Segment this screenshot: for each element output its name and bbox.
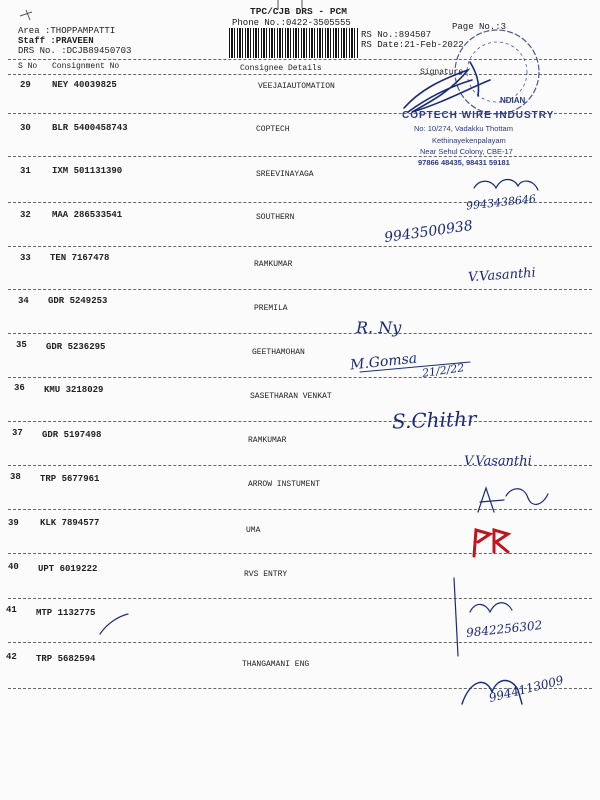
row-consignee: GEETHAMOHAN	[252, 348, 305, 357]
row-sno: 31	[20, 166, 31, 176]
drs-number: DRS No. :DCJB89450703	[18, 46, 132, 56]
signature-scribble-31	[474, 180, 538, 191]
row-consignee: ARROW INSTUMENT	[248, 480, 321, 489]
row-consignee: RVS ENTRY	[244, 570, 288, 579]
area: Area :THOPPAMPATTI	[18, 26, 116, 36]
row-consignee: SOUTHERN	[256, 213, 295, 222]
stamp-address: No: 10/274, Vadakku Thottam	[414, 124, 513, 133]
row-sno: 40	[8, 562, 19, 572]
row-sno: 38	[10, 472, 21, 482]
handwritten-signature-35b: M.Gomsa	[349, 350, 418, 374]
signature-scribble-38	[478, 488, 548, 512]
row-consignment: KLK 7894577	[40, 518, 100, 528]
row-consignee: UMA	[246, 526, 261, 535]
handwritten-phone-41: 9842256302	[465, 618, 543, 640]
row-sno: 37	[12, 428, 23, 438]
row-consignee: RAMKUMAR	[248, 436, 287, 445]
row-consignee: COPTECH	[256, 125, 290, 134]
row-sno: 42	[6, 652, 17, 662]
row-consignment: TRP 5682594	[36, 654, 96, 664]
row-consignment: TEN 7167478	[50, 253, 110, 263]
row-sno: 34	[18, 296, 29, 306]
row-consignment: GDR 5236295	[46, 342, 106, 352]
corner-marks	[20, 0, 302, 20]
signature-scribble-40-41	[100, 578, 512, 656]
row-sno: 35	[16, 340, 27, 350]
row-sno: 30	[20, 123, 31, 133]
handwritten-signature-35a: R. Ny	[356, 318, 402, 337]
row-sno: 36	[14, 383, 25, 393]
row-consignment: GDR 5197498	[42, 430, 102, 440]
row-consignment: UPT 6019222	[38, 564, 98, 574]
row-consignment: BLR 5400458743	[52, 123, 128, 133]
signature-scribble-39-red	[474, 530, 508, 556]
stamp-city: Near Sehul Colony, CBE-17	[420, 147, 513, 156]
row-consignee: SREEVINAYAGA	[256, 170, 314, 179]
handwritten-signature-37: V.Vasanthi	[464, 454, 532, 469]
row-consignee: VEEJAIAUTOMATION	[258, 82, 335, 91]
round-seal-text: NDIAN	[500, 96, 526, 105]
handwritten-signature-33: V.Vasanthi	[467, 265, 537, 286]
row-consignment: MTP 1132775	[36, 608, 96, 618]
row-sno: 32	[20, 210, 31, 220]
col-sno: S No	[18, 62, 38, 71]
rs-number: RS No.:894507	[361, 30, 432, 40]
row-consignee: THANGAMANI ENG	[242, 660, 310, 669]
handwritten-signature-32: 9943500938	[383, 217, 474, 247]
row-consignment: GDR 5249253	[48, 296, 108, 306]
row-consignee: SASETHARAN VENKAT	[250, 392, 332, 401]
row-consignment: TRP 5677961	[40, 474, 100, 484]
stamp-phones: 97866 48435, 98431 59181	[418, 158, 510, 167]
phone-number: Phone No.:0422-3505555	[232, 18, 351, 28]
col-consignment: Consignment No	[52, 62, 120, 71]
row-sno: 29	[20, 80, 31, 90]
handwritten-signature-36: S.Chithr	[391, 406, 477, 434]
sheet-title: TPC/CJB DRS - PCM	[250, 6, 347, 17]
row-sno: 41	[6, 605, 17, 615]
handwritten-phone-42: 9944113009	[487, 672, 565, 706]
handwritten-date-35: 21/2/22	[421, 361, 466, 380]
row-consignee: PREMILA	[254, 304, 288, 313]
stamp-locality: Kethinayekenpalayam	[432, 136, 506, 145]
page-number: Page No.:3	[452, 22, 507, 32]
row-consignment: MAA 286533541	[52, 210, 123, 220]
row-consignment: IXM 501131390	[52, 166, 123, 176]
col-signature: Signature	[420, 68, 464, 77]
round-seal-icon	[455, 30, 539, 114]
signature-scribble-29	[404, 62, 490, 112]
col-consignee: Consignee Details	[240, 64, 322, 73]
row-consignment: KMU 3218029	[44, 385, 104, 395]
rs-date: RS Date:21-Feb-2022	[361, 40, 464, 50]
stamp-company: COPTECH WIRE INDUSTRY	[402, 110, 555, 121]
row-sno: 33	[20, 253, 31, 263]
handwritten-phone-30: 9943438646	[465, 192, 537, 213]
row-sno: 39	[8, 518, 19, 528]
row-consignee: RAMKUMAR	[254, 260, 293, 269]
staff: Staff :PRAVEEN	[18, 36, 94, 46]
row-consignment: NEY 40039825	[52, 80, 117, 90]
